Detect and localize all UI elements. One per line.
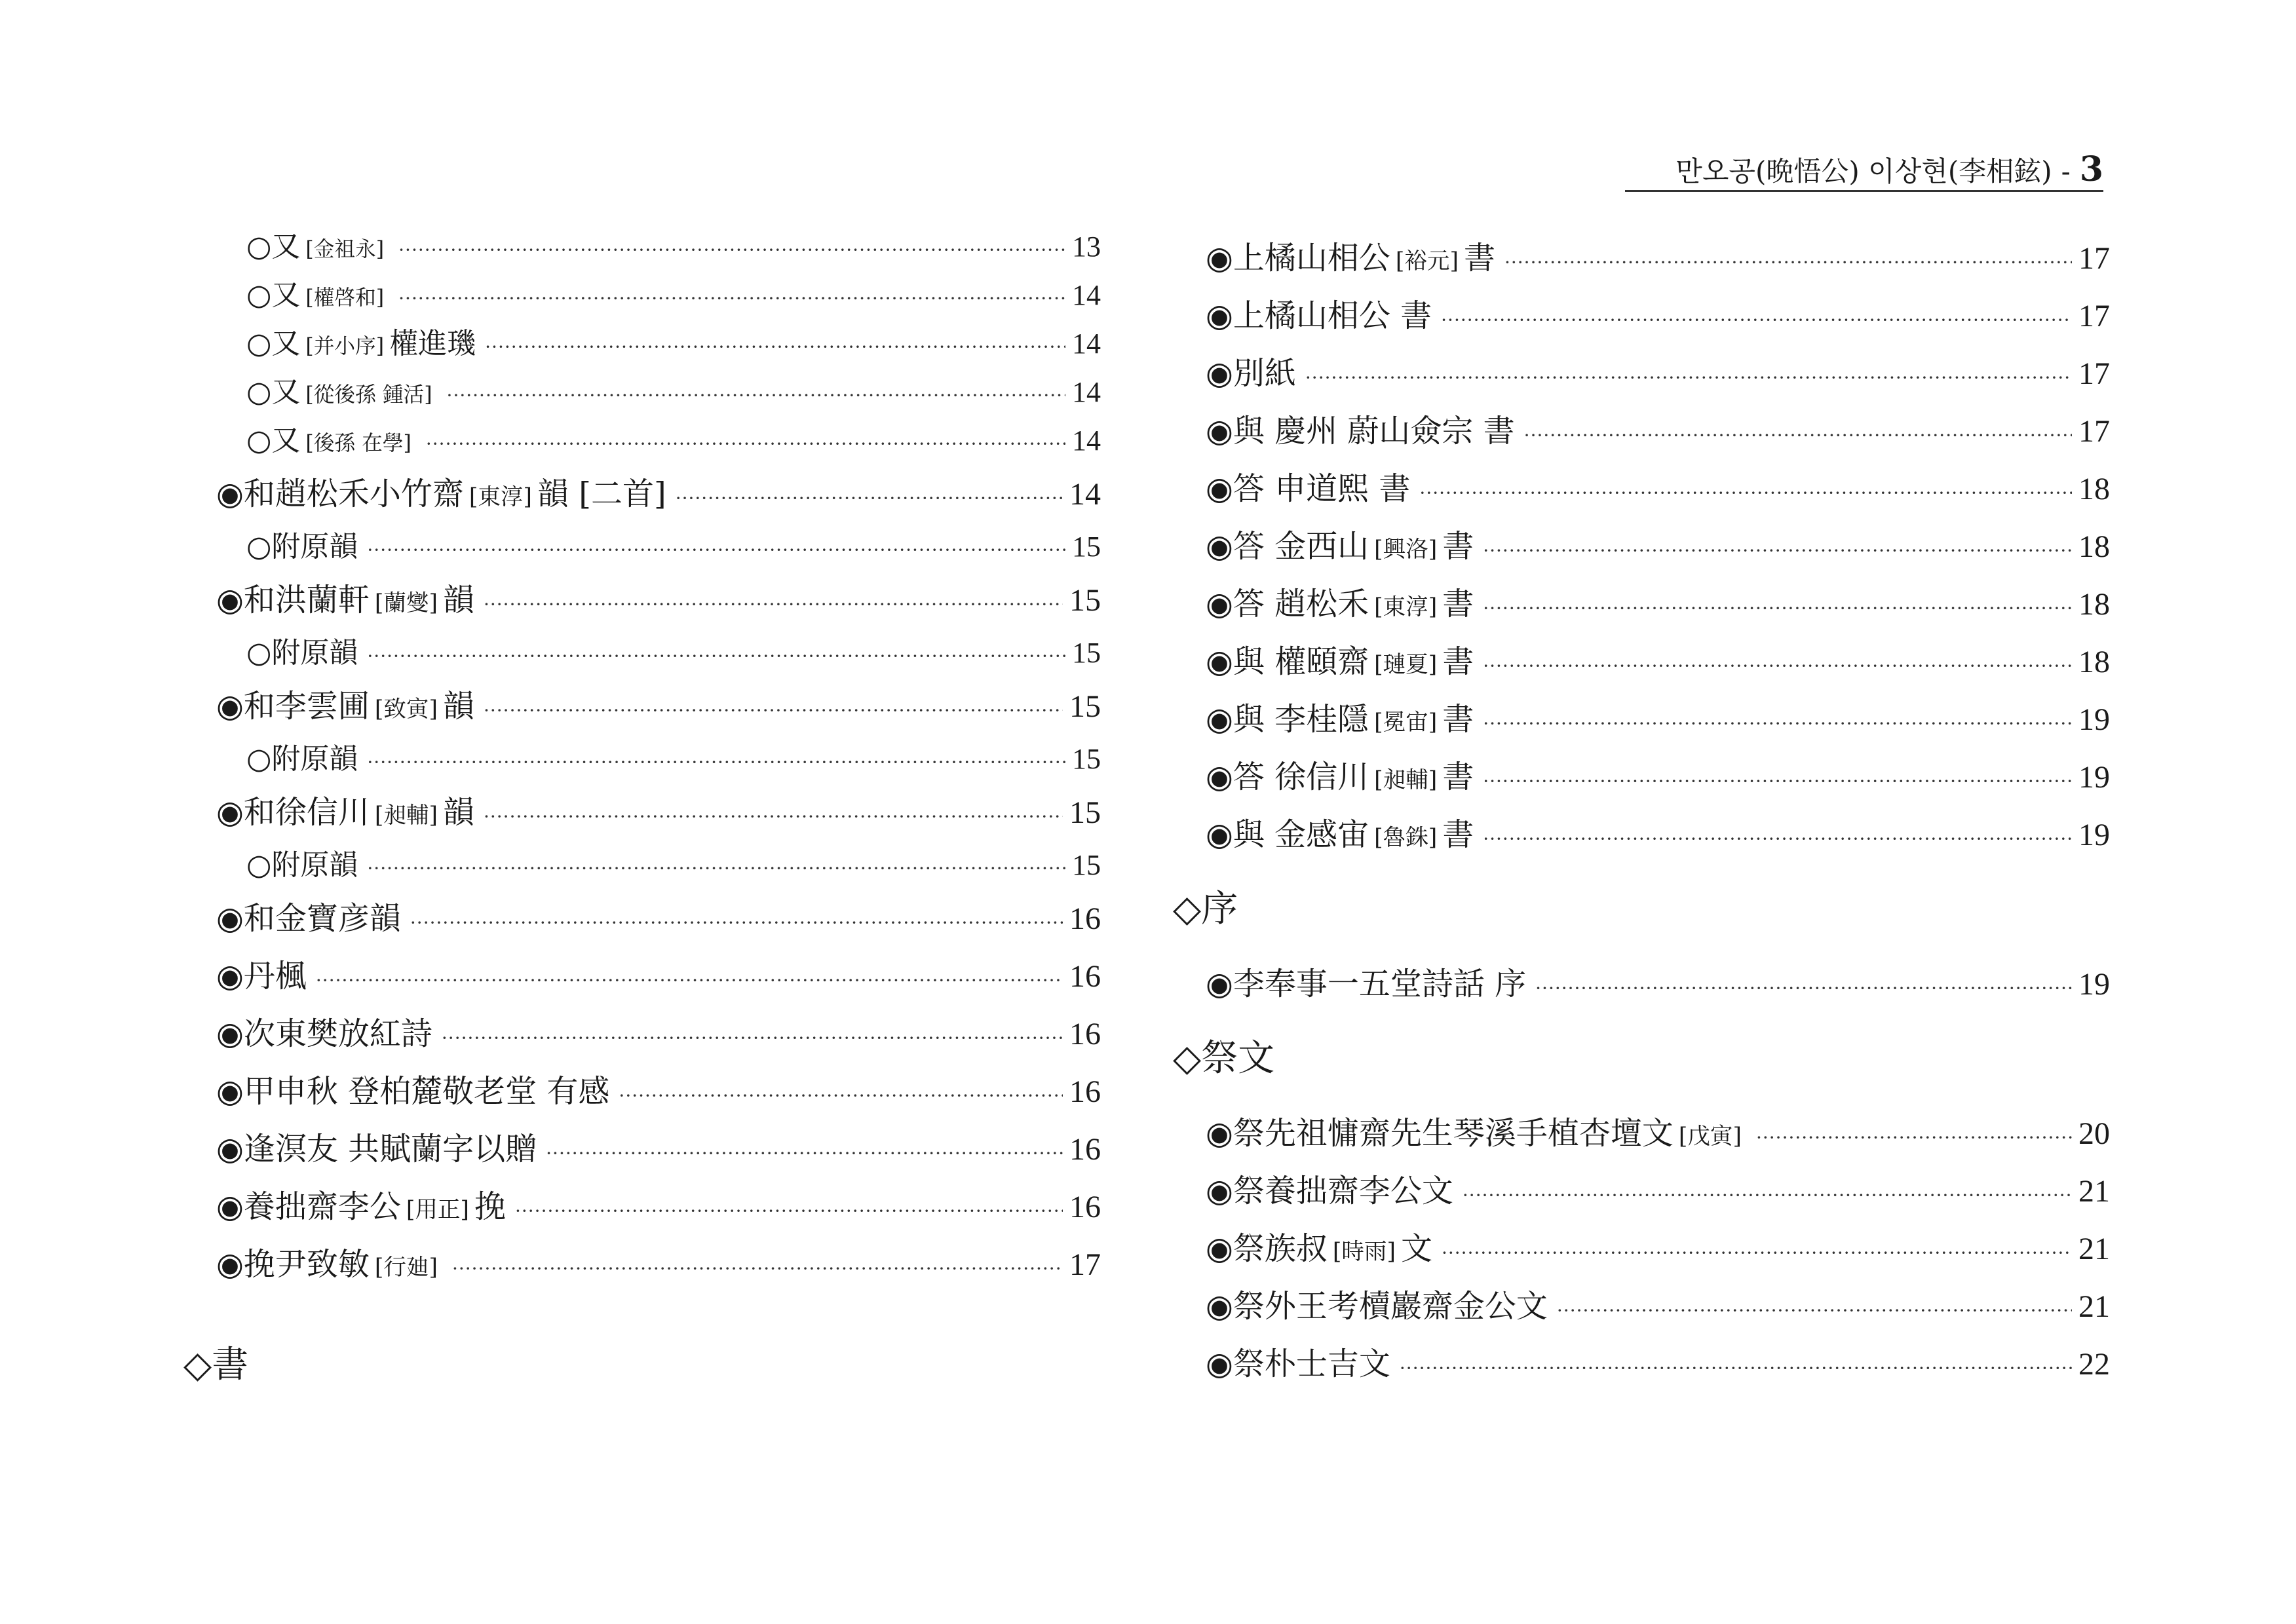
toc-entry[interactable] — [1206, 460, 2110, 518]
entry-title: 上橘山相公 書 — [1233, 297, 1432, 334]
entry-title: 逢溟友 共賦蘭字以贈 — [243, 1131, 537, 1167]
bullseye-icon: ◉ — [1206, 586, 1233, 622]
entry-tail: 書 — [1463, 240, 1495, 276]
entry-tail: 書 — [1442, 643, 1474, 680]
leader-dots — [1557, 1282, 2072, 1340]
hollow-circle-icon: ○ — [246, 230, 272, 263]
section-heading-letters: ◇書 — [183, 1344, 249, 1386]
leader-dots — [485, 323, 1065, 371]
entry-page-number: 16 — [1069, 1190, 1101, 1224]
bullseye-icon: ◉ — [1206, 1230, 1233, 1267]
leader-dots — [484, 788, 1063, 846]
hollow-circle-icon: ○ — [246, 530, 272, 563]
entry-note: [冕宙] — [1374, 709, 1438, 736]
toc-left-column — [183, 223, 1101, 1411]
entry-page-number: 20 — [2078, 1116, 2110, 1151]
bullseye-icon: ◉ — [216, 1188, 244, 1225]
entry-title: 答 徐信川 — [1233, 759, 1369, 795]
toc-entry[interactable] — [216, 465, 1101, 523]
toc-entry[interactable] — [1206, 402, 2110, 460]
header-separator: - — [2061, 155, 2071, 187]
toc-entry[interactable] — [1206, 1335, 2110, 1393]
toc-entry[interactable] — [216, 571, 1101, 629]
entry-page-number: 16 — [1069, 901, 1101, 936]
entry-tail: 書 — [1442, 586, 1474, 622]
entry-title: 答 趙松禾 — [1233, 586, 1369, 622]
entry-note: [行廸] — [374, 1255, 438, 1281]
entry-title: 養拙齋李公 — [243, 1188, 401, 1225]
entry-note: [東淳] — [1374, 594, 1438, 620]
leader-dots — [1483, 637, 2072, 695]
entry-page-number: 16 — [1069, 1017, 1101, 1051]
entry-title: 附原韻 — [271, 742, 358, 776]
bullseye-icon: ◉ — [1206, 240, 1233, 276]
leader-dots — [426, 420, 1065, 468]
entry-tail: 挽 — [474, 1188, 506, 1225]
entry-page-number: 17 — [2078, 356, 2110, 391]
entry-title: 和徐信川 — [243, 794, 370, 831]
entry-title: 祭養拙齋李公文 — [1233, 1173, 1453, 1209]
entry-title: 又 — [271, 424, 301, 457]
hollow-circle-icon: ○ — [246, 742, 272, 776]
entry-title: 和李雲圃 — [243, 688, 370, 725]
entry-tail: 書 — [1442, 701, 1474, 738]
leader-dots — [442, 1010, 1063, 1067]
entry-page-number: 18 — [2078, 529, 2110, 564]
leader-dots — [410, 894, 1063, 952]
leader-dots — [1305, 349, 2072, 407]
entry-title: 挽尹致敏 — [243, 1246, 370, 1283]
bullseye-icon: ◉ — [1206, 1115, 1233, 1152]
entry-title: 答 金西山 — [1233, 528, 1369, 565]
leader-dots — [316, 952, 1063, 1010]
toc-entry[interactable] — [1206, 690, 2110, 748]
entry-note: [權啓和] — [305, 286, 385, 310]
entry-note: [後孫 在學] — [305, 432, 411, 455]
entry-title: 丹楓 — [243, 958, 307, 994]
entry-title: 與 權頤齋 — [1233, 643, 1369, 680]
entry-page-number: 15 — [1072, 849, 1101, 881]
bullseye-icon: ◉ — [216, 1073, 244, 1110]
entry-page-number: 17 — [1069, 1247, 1101, 1282]
entry-title: 和洪蘭軒 — [243, 582, 370, 618]
entry-page-number: 18 — [2078, 472, 2110, 506]
entry-page-number: 14 — [1072, 279, 1101, 311]
entry-page-number: 15 — [1072, 637, 1101, 669]
entry-title: 又 — [271, 230, 301, 263]
bullseye-icon: ◉ — [1206, 1173, 1233, 1209]
entry-page-number: 17 — [2078, 299, 2110, 333]
entry-title: 和趙松禾小竹齋 — [243, 476, 464, 512]
entry-page-number: 15 — [1072, 531, 1101, 563]
toc-sub-entry[interactable] — [216, 841, 1101, 890]
leader-dots — [1442, 1224, 2072, 1282]
leader-dots — [398, 226, 1065, 274]
leader-dots — [452, 1240, 1063, 1298]
hollow-circle-icon: ○ — [246, 278, 272, 312]
hollow-circle-icon: ○ — [246, 375, 272, 409]
leader-dots — [1483, 695, 2072, 753]
toc-entry[interactable] — [1206, 345, 2110, 402]
entry-title: 附原韻 — [271, 636, 358, 670]
entry-title: 答 申道熙 書 — [1233, 470, 1411, 507]
entry-page-number: 14 — [1069, 477, 1101, 512]
toc-sub-entry[interactable] — [216, 629, 1101, 677]
leader-dots — [1535, 960, 2072, 1017]
entry-tail: 韻 — [442, 582, 474, 618]
entry-title: 別紙 — [1233, 355, 1296, 392]
entry-title: 上橘山相公 — [1233, 240, 1390, 276]
toc-entry[interactable] — [1206, 518, 2110, 575]
hollow-circle-icon: ○ — [246, 848, 272, 882]
leader-dots — [1483, 753, 2072, 810]
bullseye-icon: ◉ — [1206, 701, 1233, 738]
bullseye-icon: ◉ — [216, 582, 244, 618]
toc-sub-entry[interactable] — [216, 735, 1101, 784]
toc-entry[interactable] — [1206, 1220, 2110, 1277]
hollow-circle-icon: ○ — [246, 636, 272, 670]
section-heading-preface: ◇序 — [1173, 888, 1238, 930]
entry-title: 甲申秋 登柏麓敬老堂 有感 — [243, 1073, 610, 1110]
bullseye-icon: ◉ — [1206, 1288, 1233, 1325]
toc-entry[interactable] — [216, 677, 1101, 735]
entry-tail: 文 — [1400, 1230, 1432, 1267]
leader-dots — [1483, 580, 2072, 637]
entry-page-number: 22 — [2078, 1347, 2110, 1382]
bullseye-icon: ◉ — [216, 900, 244, 937]
entry-page-number: 21 — [2078, 1232, 2110, 1266]
entry-title: 李奉事一五堂詩話 序 — [1233, 966, 1527, 1002]
entry-note: [璉夏] — [1374, 652, 1438, 678]
toc-entry[interactable] — [1206, 1105, 2110, 1162]
toc-entry[interactable] — [1206, 748, 2110, 806]
entry-page-number: 16 — [1069, 1132, 1101, 1167]
toc-entry[interactable] — [216, 1120, 1101, 1178]
toc-entry[interactable] — [216, 1178, 1101, 1236]
bullseye-icon: ◉ — [1206, 470, 1233, 507]
entry-title: 祭朴士吉文 — [1233, 1346, 1390, 1382]
entry-note: [時雨] — [1332, 1239, 1396, 1265]
toc-sub-entry[interactable] — [216, 417, 1101, 465]
leader-dots — [447, 371, 1065, 420]
toc-entry[interactable] — [216, 1005, 1101, 1063]
bullseye-icon: ◉ — [216, 1131, 244, 1167]
toc-entry[interactable] — [1206, 806, 2110, 863]
entry-note: [裕元] — [1395, 248, 1459, 274]
entry-title: 祭族叔 — [1233, 1230, 1328, 1267]
toc-entry[interactable] — [1206, 575, 2110, 633]
bullseye-icon: ◉ — [1206, 643, 1233, 680]
leader-dots — [1400, 1340, 2072, 1397]
toc-sub-entry[interactable] — [216, 523, 1101, 571]
bullseye-icon: ◉ — [216, 476, 244, 512]
entry-page-number: 16 — [1069, 1074, 1101, 1109]
bullseye-icon: ◉ — [1206, 297, 1233, 334]
entry-page-number: 19 — [2078, 967, 2110, 1002]
entry-note: [并小序] — [305, 335, 385, 358]
toc-entry[interactable] — [216, 1063, 1101, 1120]
entry-note: [興洛] — [1374, 537, 1438, 563]
leader-dots — [1504, 234, 2072, 292]
entry-page-number: 18 — [2078, 645, 2110, 679]
entry-note: [魯銖] — [1374, 825, 1438, 851]
bullseye-icon: ◉ — [216, 1246, 244, 1283]
leader-dots — [484, 576, 1063, 633]
entry-title: 與 金感宙 — [1233, 816, 1369, 853]
entry-tail: 權進璣 — [389, 327, 476, 360]
bullseye-icon: ◉ — [1206, 759, 1233, 795]
bullseye-icon: ◉ — [216, 958, 244, 994]
entry-page-number: 14 — [1072, 376, 1101, 408]
entry-title: 與 慶州 蔚山僉宗 書 — [1233, 413, 1515, 449]
entry-note: [用正] — [406, 1197, 469, 1223]
entry-title: 附原韻 — [271, 848, 358, 882]
leader-dots — [1419, 464, 2072, 522]
entry-page-number: 14 — [1072, 328, 1101, 360]
entry-title: 又 — [271, 375, 301, 409]
entry-title: 次東樊放紅詩 — [243, 1015, 432, 1052]
entry-tail: 書 — [1442, 528, 1474, 565]
toc-entry[interactable] — [216, 784, 1101, 841]
leader-dots — [1524, 407, 2072, 464]
leader-dots — [619, 1067, 1063, 1125]
leader-dots — [367, 738, 1065, 787]
bullseye-icon: ◉ — [1206, 355, 1233, 392]
entry-page-number: 19 — [2078, 818, 2110, 852]
leader-dots — [367, 844, 1065, 893]
leader-dots — [676, 470, 1063, 527]
hollow-circle-icon: ○ — [246, 327, 272, 360]
toc-entry[interactable] — [1206, 229, 2110, 287]
bullseye-icon: ◉ — [216, 1015, 244, 1052]
entry-page-number: 15 — [1069, 795, 1101, 830]
entry-tail: 韻 — [442, 794, 474, 831]
entry-note: [戊寅] — [1678, 1124, 1742, 1150]
entry-page-number: 15 — [1069, 583, 1101, 618]
toc-entry[interactable] — [1206, 287, 2110, 345]
header-page-number: 3 — [2079, 149, 2103, 189]
entry-tail: 韻 — [442, 688, 474, 725]
entry-title: 祭先祖慵齋先生琴溪手植杏壇文 — [1233, 1115, 1674, 1152]
entry-page-number: 15 — [1069, 689, 1101, 724]
hollow-circle-icon: ○ — [246, 424, 272, 457]
bullseye-icon: ◉ — [1206, 413, 1233, 449]
leader-dots — [1483, 810, 2072, 868]
entry-tail: 書 — [1442, 816, 1474, 853]
entry-note: [金祖永] — [305, 238, 385, 261]
entry-note: [致寅] — [374, 696, 438, 723]
toc-entry[interactable] — [1206, 633, 2110, 690]
toc-entry[interactable] — [1206, 955, 2110, 1013]
entry-note: [昶輔] — [374, 803, 438, 829]
toc-entry[interactable] — [1206, 1162, 2110, 1220]
entry-page-number: 13 — [1072, 231, 1101, 263]
entry-page-number: 14 — [1072, 425, 1101, 457]
entry-title: 附原韻 — [271, 530, 358, 563]
toc-entry[interactable] — [216, 1236, 1101, 1293]
bullseye-icon: ◉ — [216, 794, 244, 831]
entry-title: 與 李桂隱 — [1233, 701, 1369, 738]
bullseye-icon: ◉ — [216, 688, 244, 725]
entry-page-number: 16 — [1069, 959, 1101, 994]
entry-note: [東淳] — [469, 484, 532, 510]
entry-page-number: 19 — [2078, 760, 2110, 795]
leader-dots — [398, 274, 1065, 323]
entry-title: 又 — [271, 278, 301, 312]
entry-title: 祭外王考櫝巖齋金公文 — [1233, 1288, 1548, 1325]
toc-entry[interactable] — [216, 890, 1101, 947]
leader-dots — [1756, 1109, 2072, 1167]
section-heading-elegy: ◇祭文 — [1173, 1037, 1275, 1080]
entry-page-number: 17 — [2078, 241, 2110, 276]
bullseye-icon: ◉ — [1206, 1346, 1233, 1382]
entry-note: [從後孫 鍾活] — [305, 383, 432, 407]
running-header — [1625, 149, 2103, 192]
entry-page-number: 17 — [2078, 414, 2110, 449]
header-title: 만오공(晩悟公) 이상현(李相鉉) — [1675, 155, 2052, 187]
entry-tail: 書 — [1442, 759, 1474, 795]
bullseye-icon: ◉ — [1206, 816, 1233, 853]
toc-sub-entry[interactable] — [216, 368, 1101, 417]
leader-dots — [515, 1182, 1063, 1240]
entry-title: 又 — [271, 327, 301, 360]
entry-page-number: 21 — [2078, 1289, 2110, 1324]
entry-note: [昶輔] — [1374, 767, 1438, 793]
entry-tail: 韻 [二首] — [537, 476, 666, 512]
leader-dots — [484, 682, 1063, 740]
toc-entry[interactable] — [1206, 1277, 2110, 1335]
bullseye-icon: ◉ — [1206, 528, 1233, 565]
toc-sub-entry[interactable] — [216, 223, 1101, 271]
bullseye-icon: ◉ — [1206, 966, 1233, 1002]
toc-entry[interactable] — [216, 947, 1101, 1005]
toc-sub-entry[interactable] — [216, 271, 1101, 320]
leader-dots — [1441, 292, 2072, 349]
entry-page-number: 15 — [1072, 743, 1101, 775]
entry-page-number: 18 — [2078, 587, 2110, 622]
entry-note: [蘭燮] — [374, 590, 438, 616]
entry-title: 和金寶彦韻 — [243, 900, 401, 937]
leader-dots — [1483, 522, 2072, 580]
leader-dots — [546, 1125, 1063, 1182]
entry-page-number: 21 — [2078, 1174, 2110, 1209]
entry-page-number: 19 — [2078, 702, 2110, 737]
toc-sub-entry[interactable] — [216, 320, 1101, 368]
leader-dots — [367, 526, 1065, 575]
leader-dots — [367, 632, 1065, 681]
toc-right-column — [1173, 229, 2110, 1393]
leader-dots — [1463, 1167, 2072, 1224]
